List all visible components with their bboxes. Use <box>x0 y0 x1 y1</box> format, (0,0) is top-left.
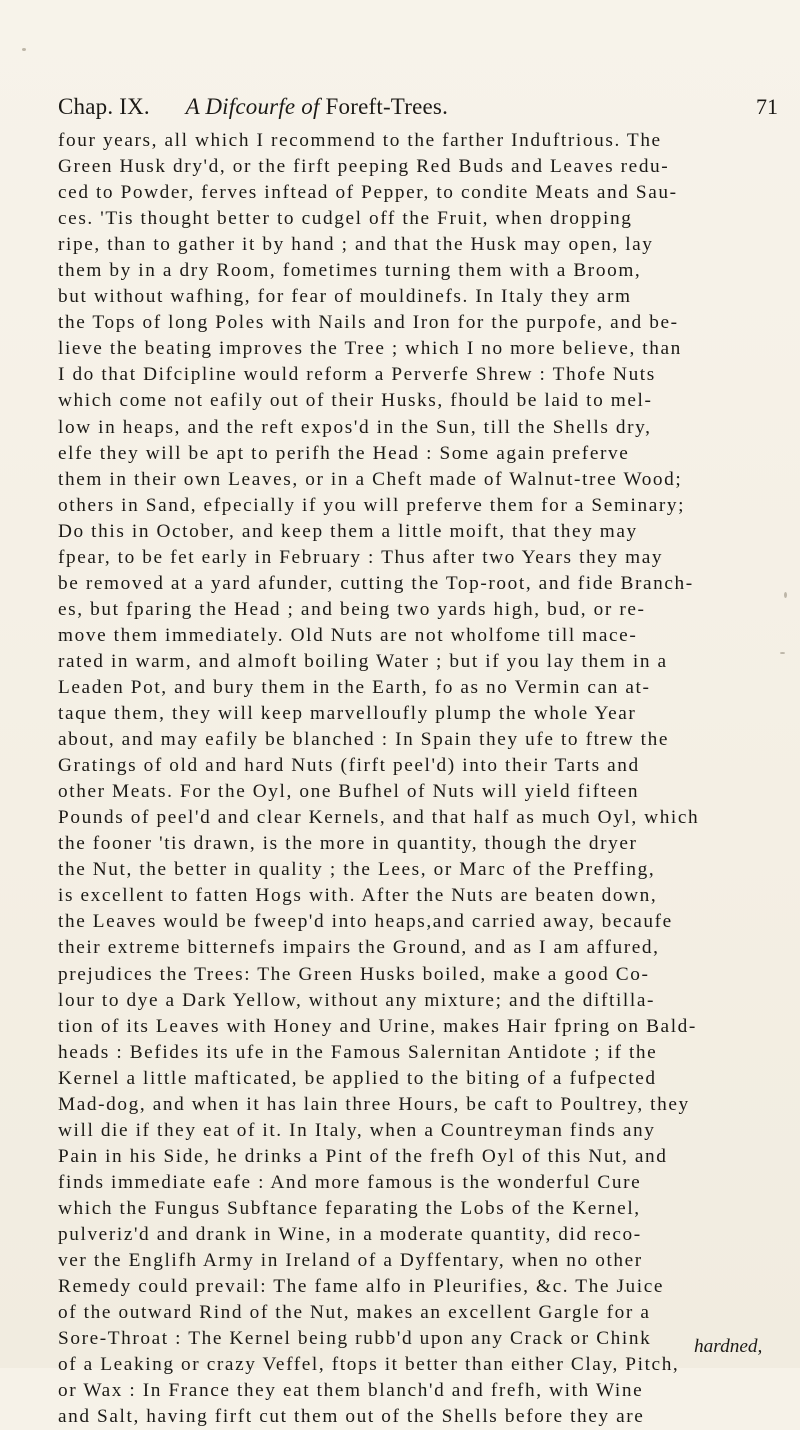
text-line: low in heaps, and the reft expos'd in the Sun, till the Shells dry, <box>58 416 652 438</box>
text-line: them in their own Leaves, or in a Cheft made of Walnut-tree Wood; <box>58 468 683 490</box>
text-line: but without wafhing, for fear of mouldinefs. In Italy they arm <box>58 286 632 308</box>
text-line: which come not eafily out of their Husks, fhould be laid to mel- <box>58 390 653 412</box>
text-line: Pain in his Side, he drinks a Pint of the frefh Oyl of this Nut, and <box>58 1145 668 1167</box>
text-line: pulveriz'd and drank in Wine, in a moderate quantity, did reco- <box>58 1223 642 1245</box>
text-line: es, but fparing the Head ; and being two yards high, bud, or re- <box>58 598 646 620</box>
text-line: prejudices the Trees: The Green Husks boiled, make a good Co- <box>58 963 650 985</box>
text-line: Green Husk dry'd, or the firft peeping Red Buds and Leaves redu- <box>58 156 670 178</box>
text-line: ced to Powder, ferves inftead of Pepper, to condite Meats and Sau- <box>58 182 678 204</box>
chapter-label: Chap. IX. <box>58 94 150 119</box>
text-line: ver the Englifh Army in Ireland of a Dyffentary, when no other <box>58 1250 643 1272</box>
running-title-italic: A Difcourfe of <box>185 94 320 119</box>
text-line: others in Sand, efpecially if you will preferve them for a Seminary; <box>58 494 686 516</box>
text-line: Do this in October, and keep them a little moift, that they may <box>58 520 638 542</box>
body-text <box>58 128 770 1430</box>
running-title-roman: Foreft-Trees. <box>325 94 449 119</box>
text-line: the Leaves would be fweep'd into heaps,and carried away, becaufe <box>58 911 673 933</box>
text-line: ripe, than to gather it by hand ; and that the Husk may open, lay <box>58 234 654 256</box>
catchword: hardned, <box>694 1336 763 1357</box>
page-header <box>58 94 778 128</box>
page-number: 71 <box>756 94 778 119</box>
text-line: Pounds of peel'd and clear Kernels, and that half as much Oyl, which <box>58 807 700 829</box>
text-line: I do that Difcipline would reform a Perverfe Shrew : Thofe Nuts <box>58 364 656 386</box>
text-line: about, and may eafily be blanched : In Spain they ufe to ftrew the <box>58 729 670 751</box>
text-line: finds immediate eafe : And more famous is the wonderful Cure <box>58 1171 642 1193</box>
text-line: lour to dye a Dark Yellow, without any mixture; and the diftilla- <box>58 989 656 1011</box>
text-line: other Meats. For the Oyl, one Bufhel of Nuts will yield fifteen <box>58 781 640 803</box>
text-line: move them immediately. Old Nuts are not wholfome till mace- <box>58 624 638 646</box>
text-line: four years, all which I recommend to the farther Induftrious. The <box>58 130 662 151</box>
text-line: lieve the beating improves the Tree ; which I no more believe, than <box>58 338 682 360</box>
running-head <box>58 94 448 120</box>
paper-speck <box>784 592 787 598</box>
text-line: Mad-dog, and when it has lain three Hours, be caft to Poultrey, they <box>58 1093 690 1115</box>
text-line: is excellent to fatten Hogs with. After the Nuts are beaten down, <box>58 885 658 907</box>
paper-speck <box>780 652 785 654</box>
text-line: of a Leaking or crazy Veffel, ftops it better than either Clay, Pitch, <box>58 1354 680 1376</box>
text-line: ces. 'Tis thought better to cudgel off the Fruit, when dropping <box>58 208 633 230</box>
text-line: Remedy could prevail: The fame alfo in Pleurifies, &c. The Juice <box>58 1276 665 1298</box>
text-line: their extreme bitternefs impairs the Ground, and as I am affured, <box>58 937 660 959</box>
text-line: Kernel a little mafticated, be applied to the biting of a fufpected <box>58 1067 657 1089</box>
text-line: heads : Befides its ufe in the Famous Salernitan Antidote ; if the <box>58 1041 658 1063</box>
text-line: them by in a dry Room, fometimes turning them with a Broom, <box>58 260 642 282</box>
text-line: taque them, they will keep marvelloufly plump the whole Year <box>58 703 637 725</box>
text-line: elfe they will be apt to perifh the Head : Some again preferve <box>58 442 630 464</box>
text-line: tion of its Leaves with Honey and Urine, makes Hair fpring on Bald- <box>58 1015 697 1037</box>
text-line: Gratings of old and hard Nuts (firft peel'd) into their Tarts and <box>58 755 640 777</box>
text-line: or Wax : In France they eat them blanch'd and frefh, with Wine <box>58 1380 644 1402</box>
text-line: fpear, to be fet early in February : Thus after two Years they may <box>58 546 664 568</box>
text-line: and Salt, having firft cut them out of the Shells before they are <box>58 1406 645 1428</box>
text-line: the Tops of long Poles with Nails and Iron for the purpofe, and be- <box>58 312 679 334</box>
text-line: will die if they eat of it. In Italy, when a Countreyman finds any <box>58 1119 656 1141</box>
text-line: rated in warm, and almoft boiling Water ; but if you lay them in a <box>58 650 668 672</box>
text-line: of the outward Rind of the Nut, makes an excellent Gargle for a <box>58 1302 651 1324</box>
text-line: the Nut, the better in quality ; the Lees, or Marc of the Preffing, <box>58 859 656 881</box>
paper-speck <box>22 48 26 51</box>
text-line: be removed at a yard afunder, cutting the Top-root, and fide Branch- <box>58 572 694 594</box>
text-line: the fooner 'tis drawn, is the more in quantity, though the dryer <box>58 833 638 855</box>
text-line: Leaden Pot, and bury them in the Earth, fo as no Vermin can at- <box>58 676 651 698</box>
text-line: which the Fungus Subftance feparating the Lobs of the Kernel, <box>58 1197 641 1219</box>
text-line: Sore-Throat : The Kernel being rubb'd upon any Crack or Chink <box>58 1328 652 1350</box>
